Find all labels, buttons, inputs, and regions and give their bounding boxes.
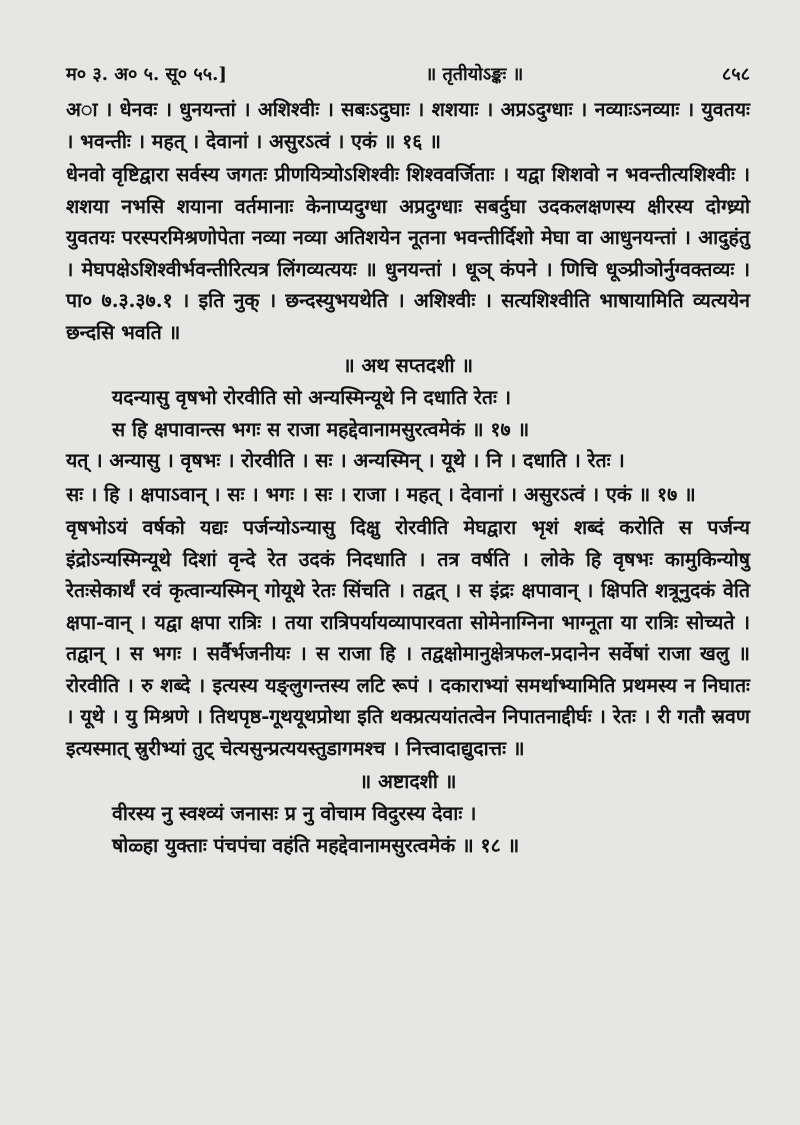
header-title: ॥ तृतीयोऽङ्कः ॥ [425,64,524,85]
section-heading-18: ॥ अष्टादशी ॥ [359,770,457,793]
verse-18-line-2: षोळ्हा युक्ताः पंचपंचा वहंति महद्देवानामसुरत्वमेकं ॥ १८ ॥ [112,833,520,857]
padapatha-17-line-1: यत् । अन्यासु । वृषभः । रोरवीति । सः । अन्यस्मिन् । यूथे । नि । दधाति । रेतः । [66,449,625,472]
padapatha-17-line-2: सः । हि । क्षपाऽवान् । सः । भगः । सः । राजा । महत् । देवानां । असुरऽत्वं । एकं ॥ १७ ॥ [66,482,696,506]
page-number: ८५८ [721,64,750,85]
verse-18-line-1: वीरस्य नु स्वश्व्यं जनासः प्र नु वोचाम विदुरस्य देवाः । [112,802,477,825]
section-heading-17: ॥ अथ सप्तदशी ॥ [342,354,474,377]
commentary-17: वृषभोऽयं वर्षको यद्यः पर्जन्योऽन्यासु दिक्षु रोरवीति मेघद्वारा भृशं शब्दं करोति स पर्जन्य इंद्रोऽन्यस्मिन्यूथे दिशां वृन्दे रेत उदकं निदधाति । तत्र वर्षति । लोके हि वृषभः कामुकिन्योषु रेतःसेकार्थं रवं कृत्वान्यस्मिन् गोयूथे रेतः सिंचति । तद्वत् । स इंद्रः क्षपावान् । क्षिपति शत्रूनुदकं वेति क्षपा-वान् । यद्वा क्षपा रात्रिः । तया रात्रिपर्यायव्यापारवता सोमेनाग्निना भाग्नूता या रात्रिः सोच्यते । तद्वान् । स भगः । सर्वैर्भजनीयः । स राजा हि । तद्वक्षोमानुक्षेत्रफल-प्रदानेन सर्वेषां राजा खलु ॥ रोरवीति । रु शब्दे । इत्यस्य यङ्लुगन्तस्य लटि रूपं । दकाराभ्यां समर्थाभ्यामिति प्रथमस्य न निघातः । यूथे । यु मिश्रणे । तिथपृष्ठ-गूथयूथप्रोथा इति थक्प्रत्ययांतत्वेन निपातनाद्दीर्घः । रेतः । री गतौ स्रवण इत्यस्मात् स्रुरीभ्यां तुट् चेत्यसुन्प्रत्ययस्तुडागमश्च । नित्त्वादाद्युदात्तः ॥ [66,516,750,760]
page-header [66,62,750,86]
verse-17-line-2: स हि क्षपावान्त्स भगः स राजा महद्देवानामसुरत्वमेकं ॥ १७ ॥ [112,417,530,441]
header-reference: म० ३. अ० ५. सू० ५५.] [66,64,227,85]
verse-17-line-1: यदन्यासु वृषभो रोरवीति सो अन्यस्मिन्यूथे नि दधाति रेतः । [112,386,512,409]
commentary-16: धेनवो वृष्टिद्वारा सर्वस्य जगतः प्रीणयित्र्योऽशिश्वीः शिश्ववर्जिताः । यद्वा शिशवो न भवन्तीत्यशिश्वीः । शशया नभसि शयाना वर्तमानाः केनाप्यदुग्धा अप्रदुग्धाः सबर्दुघा उदकलक्षणस्य क्षीरस्य दोग्ध्र्यो युवतयः परस्परमिश्रणोपेता नव्या नव्या अतिशयेन नूतना भवन्तीर्दिशो मेघा वा आधुनयन्तां । आदुहंतु । मेघपक्षेऽशिश्वीर्भवन्तीरित्यत्र लिंगव्यत्ययः ॥ धुनयन्तां । धूञ् कंपने । णिचि धूञ्प्रीञोर्नुग्वक्तव्यः । पा० ७.३.३७.१ । इति नुक् । छन्दस्युभयथेति । अशिश्वीः । सत्यशिश्वीति भाषायामिति व्यत्ययेन छन्दसि भवति ॥ [66,163,750,344]
padapatha-16: अा । धेनवः । धुनयन्तां । अशिश्वीः । सबःऽदुघाः । शशयाः । अप्रऽदुग्धाः । नव्याःऽनव्याः । युवतयः । भवन्तीः । महत् । देवानां । असुरऽत्वं । एकं ॥ १६ ॥ [66,98,750,153]
